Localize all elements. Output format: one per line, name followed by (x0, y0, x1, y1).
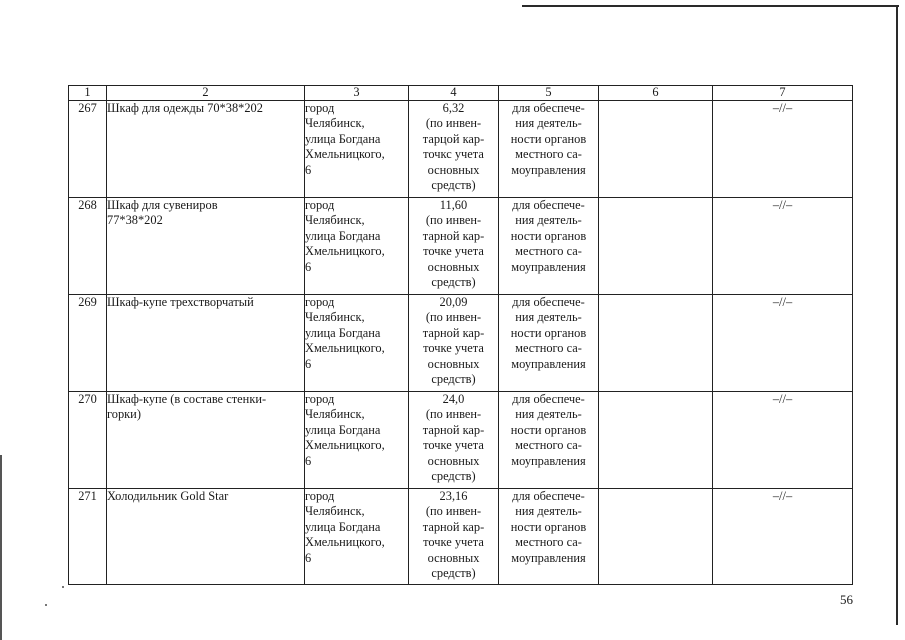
note-cell: –//– (713, 392, 853, 489)
address-line: 6 (305, 259, 312, 274)
empty-cell (599, 489, 713, 585)
value-line: тарной кар- (422, 325, 485, 340)
column-header: 4 (409, 86, 499, 101)
value-line: средств) (431, 275, 476, 290)
purpose-cell (499, 198, 599, 295)
value-line: (по инвен- (425, 116, 482, 131)
value-line: тарной кар- (422, 519, 485, 534)
column-header: 3 (305, 86, 409, 101)
column-header: 1 (69, 86, 107, 101)
value-line: основных (427, 162, 480, 177)
item-name-cell (107, 295, 305, 392)
address-line: город (305, 295, 335, 309)
value-line: точке учета (423, 244, 484, 259)
purpose-line: ния деятель- (515, 116, 582, 131)
scan-speck (62, 586, 64, 588)
value-line: точке учета (423, 535, 484, 550)
purpose-line: моуправления (511, 356, 586, 371)
value-line: тарной кар- (422, 228, 485, 243)
value-line: средств) (431, 566, 476, 581)
address-line: 6 (305, 550, 312, 565)
value-line: (по инвен- (425, 407, 482, 422)
address-line: город (305, 489, 335, 503)
column-header: 6 (599, 86, 713, 101)
item-name-cell (107, 198, 305, 295)
note-cell: –//– (713, 295, 853, 392)
note-cell: –//– (713, 198, 853, 295)
value-line: средств) (431, 372, 476, 387)
table-row (69, 101, 853, 198)
purpose-line: местного са- (515, 147, 582, 162)
purpose-line: моуправления (511, 162, 586, 177)
purpose-line: ния деятель- (515, 504, 582, 519)
item-name-line: Холодильник Gold Star (107, 489, 229, 503)
value-cell (409, 198, 499, 295)
value-line: (по инвен- (425, 213, 482, 228)
value-line: точкс учета (423, 147, 484, 162)
purpose-line: местного са- (515, 535, 582, 550)
value-cell (409, 489, 499, 585)
purpose-line: ности органов (510, 228, 587, 243)
item-name-cell (107, 392, 305, 489)
note-cell: –//– (713, 101, 853, 198)
address-line: Хмельницкого, (305, 244, 385, 259)
value-line: основных (427, 259, 480, 274)
purpose-line: для обеспече- (512, 198, 585, 212)
purpose-line: ния деятель- (515, 213, 582, 228)
purpose-line: моуправления (511, 550, 586, 565)
purpose-line: моуправления (511, 259, 586, 274)
value-line: основных (427, 453, 480, 468)
value-line: (по инвен- (425, 504, 482, 519)
purpose-line: местного са- (515, 341, 582, 356)
address-line: улица Богдана (305, 131, 381, 146)
row-number-cell: 269 (69, 295, 107, 392)
item-name-line: 77*38*202 (107, 213, 163, 228)
address-cell (305, 489, 409, 585)
scan-speck (45, 604, 47, 606)
address-cell (305, 392, 409, 489)
item-name-line: Шкаф для сувениров (107, 198, 218, 212)
value-line: основных (427, 550, 480, 565)
purpose-cell (499, 295, 599, 392)
value-cell (409, 101, 499, 198)
page-number: 56 (840, 592, 853, 607)
address-line: 6 (305, 356, 312, 371)
address-line: 6 (305, 162, 312, 177)
value-line: средств) (431, 178, 476, 193)
purpose-line: моуправления (511, 453, 586, 468)
address-line: улица Богдана (305, 422, 381, 437)
value-line: 24,0 (442, 392, 465, 406)
address-line: город (305, 392, 335, 406)
scan-border-right (896, 5, 898, 625)
address-line: Челябинск, (305, 116, 365, 131)
value-cell (409, 295, 499, 392)
purpose-line: ния деятель- (515, 310, 582, 325)
address-cell (305, 295, 409, 392)
address-line: Хмельницкого, (305, 341, 385, 356)
address-line: Челябинск, (305, 504, 365, 519)
purpose-line: для обеспече- (512, 489, 585, 503)
address-line: улица Богдана (305, 228, 381, 243)
row-number-cell: 271 (69, 489, 107, 585)
scan-border-left (0, 455, 2, 640)
value-line: средств) (431, 469, 476, 484)
address-line: Челябинск, (305, 407, 365, 422)
purpose-cell (499, 392, 599, 489)
purpose-cell (499, 101, 599, 198)
value-line: тарной кар- (422, 422, 485, 437)
value-line: основных (427, 356, 480, 371)
address-line: Хмельницкого, (305, 535, 385, 550)
address-line: город (305, 101, 335, 115)
purpose-line: ния деятель- (515, 407, 582, 422)
row-number-cell: 267 (69, 101, 107, 198)
item-name-line: Шкаф-купе трехстворчатый (107, 295, 254, 309)
address-line: улица Богдана (305, 325, 381, 340)
address-line: город (305, 198, 335, 212)
address-line: Хмельницкого, (305, 438, 385, 453)
address-line: Челябинск, (305, 310, 365, 325)
empty-cell (599, 101, 713, 198)
row-number-cell: 268 (69, 198, 107, 295)
value-cell (409, 392, 499, 489)
purpose-cell (499, 489, 599, 585)
value-line: точке учета (423, 438, 484, 453)
address-line: Челябинск, (305, 213, 365, 228)
value-line: тарцой кар- (422, 131, 485, 146)
table-row (69, 198, 853, 295)
row-number-cell: 270 (69, 392, 107, 489)
column-header: 7 (713, 86, 853, 101)
address-cell (305, 101, 409, 198)
table-row (69, 392, 853, 489)
address-line: 6 (305, 453, 312, 468)
address-line: улица Богдана (305, 519, 381, 534)
empty-cell (599, 295, 713, 392)
value-line: (по инвен- (425, 310, 482, 325)
column-number-header-row (69, 86, 853, 101)
note-cell: –//– (713, 489, 853, 585)
purpose-line: ности органов (510, 131, 587, 146)
column-header: 5 (499, 86, 599, 101)
item-name-line: Шкаф для одежды 70*38*202 (107, 101, 263, 115)
purpose-line: ности органов (510, 422, 587, 437)
purpose-line: для обеспече- (512, 295, 585, 309)
table-row (69, 489, 853, 585)
value-line: 11,60 (439, 198, 468, 212)
purpose-line: для обеспече- (512, 101, 585, 115)
table-row (69, 295, 853, 392)
scan-border-top (522, 5, 899, 7)
item-name-cell (107, 101, 305, 198)
value-line: 23,16 (439, 489, 468, 503)
table-body (69, 101, 853, 585)
purpose-line: ности органов (510, 325, 587, 340)
column-header: 2 (107, 86, 305, 101)
property-table (68, 85, 853, 585)
item-name-line: горки) (107, 407, 141, 422)
purpose-line: для обеспече- (512, 392, 585, 406)
empty-cell (599, 392, 713, 489)
item-name-cell (107, 489, 305, 585)
value-line: 6,32 (442, 101, 465, 115)
empty-cell (599, 198, 713, 295)
value-line: точке учета (423, 341, 484, 356)
purpose-line: ности органов (510, 519, 587, 534)
address-line: Хмельницкого, (305, 147, 385, 162)
purpose-line: местного са- (515, 438, 582, 453)
value-line: 20,09 (439, 295, 468, 309)
purpose-line: местного са- (515, 244, 582, 259)
address-cell (305, 198, 409, 295)
item-name-line: Шкаф-купе (в составе стенки- (107, 392, 267, 406)
